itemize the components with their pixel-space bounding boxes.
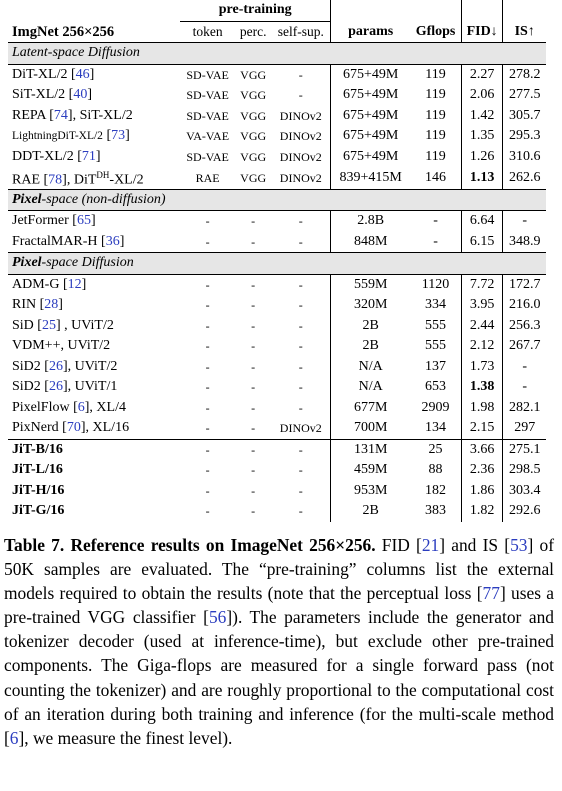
table-row [8, 274, 546, 295]
method-name: JetFormer [12, 213, 69, 229]
fid-cell: 2.06 [461, 85, 503, 106]
method-citation[interactable]: 25 [41, 317, 56, 333]
method-name: REPA [12, 107, 46, 123]
perc-cell: - [251, 504, 256, 519]
gflops-cell: 25 [410, 439, 461, 460]
method-citation[interactable]: 26 [48, 379, 63, 395]
method-cell: DDT-XL/2 [71] [12, 148, 101, 164]
is-cell: 298.5 [503, 460, 546, 481]
fid-cell: 1.86 [461, 481, 503, 502]
perc-cell: - [251, 421, 256, 436]
token-cell: - [180, 439, 235, 460]
token-cell: - [205, 463, 210, 478]
method-suffix: , UViT/2 [60, 317, 114, 333]
is-cell: 277.5 [503, 85, 546, 106]
perc-cell: - [235, 439, 271, 460]
self-sup-cell: - [298, 359, 303, 374]
table-title-cell: ImgNet 256×256 [12, 23, 115, 40]
gflops-cell: 119 [425, 107, 446, 123]
method-superscript: DH [96, 170, 110, 180]
self-sup-cell: - [271, 439, 330, 460]
token-cell: RAE [195, 170, 220, 185]
params-cell: 131M [331, 439, 411, 460]
caption-title: Reference results on ImageNet 256×256. [70, 535, 376, 555]
method-suffix: , XL/4 [89, 399, 126, 415]
fid-cell: 2.36 [461, 460, 503, 481]
method-name: JiT-B/16 [12, 441, 63, 457]
params-cell: 675+49M [331, 126, 411, 147]
method-citation[interactable]: 12 [67, 276, 82, 292]
method-name: LightningDiT-XL/2 [12, 130, 103, 143]
self-sup-cell: - [298, 504, 303, 519]
perc-cell: VGG [240, 108, 267, 123]
caption-text: ] and IS [ [439, 535, 511, 555]
gflops-cell: 119 [425, 87, 446, 103]
caption-text: FID [ [375, 535, 422, 555]
params-cell: 459M [331, 460, 411, 481]
caption-citation[interactable]: 6 [9, 727, 19, 748]
perc-cell: - [251, 483, 256, 498]
caption-citation[interactable]: 21 [421, 535, 440, 555]
method-citation[interactable]: 6 [77, 399, 85, 415]
method-name: JiT-G/16 [12, 503, 65, 519]
caption-citation[interactable]: 56 [208, 607, 227, 628]
params-cell: 700M [331, 418, 411, 439]
method-name: SiT-XL/2 [12, 87, 66, 103]
table-row [8, 377, 546, 398]
table-row [8, 418, 546, 439]
gflops-cell: 334 [425, 297, 447, 313]
method-name: PixelFlow [12, 399, 70, 415]
perc-cell: - [251, 359, 256, 374]
gflops-cell: 182 [425, 482, 447, 498]
is-cell: 282.1 [503, 398, 546, 419]
params-cell: 320M [331, 295, 411, 316]
method-suffix: , UViT/1 [67, 379, 118, 395]
is-column-header: IS↑ [503, 21, 546, 43]
gflops-cell: 137 [425, 358, 447, 374]
table-row [8, 232, 546, 253]
table-row [8, 481, 546, 502]
section-label-bold: Pixel [12, 191, 42, 207]
is-cell: 267.7 [503, 336, 546, 357]
token-cell: SD-VAE [186, 149, 229, 164]
params-cell: 953M [331, 481, 411, 502]
method-cell: REPA [74], SiT-XL/2 [12, 107, 133, 123]
perc-cell: - [251, 298, 256, 313]
method-name: DiT-XL/2 [12, 66, 68, 82]
perc-cell: - [251, 380, 256, 395]
params-cell: 675+49M [331, 64, 411, 85]
fid-cell: 6.15 [461, 232, 503, 253]
method-cell: SiT-XL/2 [40] [12, 87, 92, 103]
params-cell: 677M [331, 398, 411, 419]
token-cell: - [205, 234, 210, 249]
table-row [8, 398, 546, 419]
table-row [8, 147, 546, 168]
self-sup-cell: DINOv2 [279, 421, 322, 436]
token-cell: SD-VAE [180, 64, 235, 85]
is-cell: 216.0 [503, 295, 546, 316]
fid-cell: 2.15 [461, 418, 503, 439]
method-cell: LightningDiT-XL/2 [73] [12, 128, 130, 144]
perc-cell: VGG [240, 129, 267, 144]
self-sup-cell: - [298, 339, 303, 354]
self-sup-cell: - [298, 234, 303, 249]
params-cell: 2.8B [331, 211, 411, 232]
table-row [8, 85, 546, 106]
method-cell: RAE [78], DiT$^{DH}$-XL/2 [12, 170, 144, 188]
params-cell: 839+415M [331, 167, 411, 189]
token-cell: - [205, 380, 210, 395]
gflops-cell: 134 [425, 420, 447, 436]
method-suffix: , SiT-XL/2 [72, 107, 133, 123]
method-cell: FractalMAR-H [36] [12, 233, 125, 249]
method-citation[interactable]: 74 [53, 107, 68, 123]
self-sup-cell: - [298, 463, 303, 478]
method-suffix: -XL/2 [109, 172, 144, 188]
fid-cell: 3.95 [461, 295, 503, 316]
token-cell: - [205, 318, 210, 333]
method-cell: PixNerd [70], XL/16 [12, 420, 130, 436]
method-cell: SiD2 [26], UViT/2 [12, 358, 118, 374]
params-cell: 675+49M [331, 106, 411, 127]
section-label: -space (non-diffusion) [41, 191, 166, 207]
perc-column-header: perc. [239, 23, 267, 39]
gflops-cell: 88 [428, 462, 443, 478]
self-sup-cell: - [298, 88, 303, 103]
gflops-cell: 383 [425, 503, 447, 519]
fid-cell: 7.72 [461, 274, 503, 295]
method-name: DDT-XL/2 [12, 148, 74, 164]
params-cell: 675+49M [331, 85, 411, 106]
gflops-cell: 119 [425, 148, 446, 164]
method-cell: ADM-G [12] [8, 274, 180, 295]
gflops-cell: - [410, 211, 461, 232]
method-name: RIN [12, 297, 37, 313]
method-citation[interactable]: 36 [105, 233, 120, 249]
is-cell: - [503, 357, 546, 378]
caption-text: ] uses a pre-trained VGG classifier [ [4, 583, 555, 628]
method-citation[interactable]: 65 [76, 213, 91, 229]
fid-cell: 1.35 [461, 126, 503, 147]
method-suffix: , XL/16 [85, 420, 130, 436]
is-cell: 292.6 [503, 501, 546, 522]
token-cell: - [180, 211, 235, 232]
token-column-header: token [192, 23, 223, 39]
fid-cell: 2.12 [461, 336, 503, 357]
is-cell: 348.9 [503, 232, 546, 253]
fid-cell: 1.13 [461, 167, 503, 189]
table-row [8, 295, 546, 316]
fid-column-header: FID↓ [461, 21, 503, 43]
token-cell: - [205, 504, 210, 519]
is-cell: - [503, 377, 546, 398]
pre-training-group-header: pre-training [180, 0, 330, 21]
token-cell: - [205, 298, 210, 313]
self-sup-cell: - [298, 318, 303, 333]
self-sup-cell: - [298, 380, 303, 395]
table-row [8, 501, 546, 522]
caption-text: ], we measure the finest level). [18, 727, 233, 748]
fid-cell: 1.82 [461, 501, 503, 522]
self-sup-cell: DINOv2 [279, 108, 322, 123]
fid-cell: 3.66 [461, 439, 503, 460]
self-sup-cell: - [298, 483, 303, 498]
table-row [8, 316, 546, 337]
table-row [8, 167, 546, 189]
is-cell: 275.1 [503, 439, 546, 460]
method-cell [8, 460, 180, 481]
is-cell: 305.7 [503, 106, 546, 127]
section-label-bold: Pixel [12, 255, 42, 271]
method-citation[interactable]: 70 [66, 420, 81, 436]
params-cell: 559M [331, 274, 411, 295]
perc-cell: - [251, 234, 256, 249]
token-cell: - [180, 274, 235, 295]
table-row [8, 106, 546, 127]
table-row [8, 357, 546, 378]
params-cell: 848M [331, 232, 411, 253]
perc-cell: - [251, 463, 256, 478]
perc-cell: VGG [240, 170, 267, 185]
perc-cell: VGG [235, 64, 271, 85]
method-cell [8, 439, 180, 460]
perc-cell: - [251, 339, 256, 354]
method-cell [8, 501, 180, 522]
method-name: VDM++, UViT/2 [12, 338, 111, 354]
method-cell: SiD2 [26], UViT/1 [12, 379, 118, 395]
section-label: Latent-space Diffusion [12, 45, 140, 61]
table-row [8, 460, 546, 481]
method-citation[interactable]: 73 [111, 128, 126, 144]
method-cell: SiD [25] , UViT/2 [12, 317, 114, 333]
caption-label: Table 7. [4, 535, 65, 555]
self-sup-cell: - [271, 211, 330, 232]
section-header-row [8, 253, 546, 275]
method-cell: DiT-XL/2 [46] [8, 64, 180, 85]
method-cell [8, 481, 180, 502]
method-name: JiT-L/16 [12, 462, 63, 478]
method-citation[interactable]: 78 [48, 172, 63, 188]
token-cell: VA-VAE [186, 129, 230, 144]
params-cell: N/A [331, 357, 411, 378]
method-citation[interactable]: 40 [73, 87, 88, 103]
token-cell: SD-VAE [186, 108, 229, 123]
self-sup-column-header: self-sup. [277, 23, 324, 39]
self-sup-cell: - [298, 400, 303, 415]
caption-text: ]). The parameters include the generator and tokenizer decoder (used at inference-time), but exclude other pre-trained components. The Giga-flops are measured for a single forward pass (not counting the tokenizer) and are roughly proportional to the computational cost of an iteration during both training and inference (for the multi-scale method [ [4, 607, 555, 748]
params-cell: 2B [331, 336, 411, 357]
method-name: RAE [12, 172, 40, 188]
is-cell: 256.3 [503, 316, 546, 337]
method-cell: PixelFlow [6], XL/4 [12, 399, 126, 415]
method-cell [8, 336, 180, 357]
caption-text: ] of 50K samples are evaluated. The “pre-training” columns list the external models required to obtain the results (note that the perceptual loss [ [4, 535, 554, 604]
self-sup-cell: DINOv2 [279, 170, 322, 185]
token-cell: - [205, 359, 210, 374]
token-cell: - [205, 400, 210, 415]
gflops-cell: 146 [425, 169, 447, 185]
token-cell: - [205, 421, 210, 436]
gflops-cell: - [433, 233, 438, 249]
method-name: SiD2 [12, 379, 41, 395]
fid-cell: 1.73 [461, 357, 503, 378]
method-name: ADM-G [12, 276, 60, 292]
fid-cell: 2.44 [461, 316, 503, 337]
method-citation[interactable]: 46 [75, 66, 90, 82]
token-cell: SD-VAE [186, 88, 229, 103]
is-cell: 297 [503, 418, 546, 439]
gflops-column-header: Gflops [415, 23, 456, 39]
method-citation[interactable]: 26 [48, 358, 63, 374]
table-row [8, 64, 546, 85]
self-sup-cell: DINOv2 [279, 149, 322, 164]
gflops-cell: 653 [425, 379, 447, 395]
section-header-row [8, 43, 546, 65]
fid-cell: 1.38 [461, 377, 503, 398]
table-group-header-row [8, 0, 546, 21]
gflops-cell: 2909 [421, 399, 450, 415]
gflops-cell: 119 [410, 64, 461, 85]
perc-cell: - [251, 318, 256, 333]
params-cell: 675+49M [331, 147, 411, 168]
method-citation[interactable]: 71 [81, 148, 96, 164]
gflops-cell: 119 [425, 128, 446, 144]
method-cell: RIN [28] [12, 297, 63, 313]
gflops-cell: 555 [425, 338, 447, 354]
section-label: -space Diffusion [41, 255, 134, 271]
table-row [8, 126, 546, 147]
self-sup-cell: DINOv2 [279, 129, 322, 144]
self-sup-cell: - [271, 274, 330, 295]
self-sup-cell: - [271, 64, 330, 85]
perc-cell: VGG [240, 149, 267, 164]
method-cell: JetFormer [65] [8, 211, 180, 232]
token-cell: - [205, 483, 210, 498]
is-cell: 278.2 [503, 64, 546, 85]
is-cell: 310.6 [503, 147, 546, 168]
caption-citation[interactable]: 77 [482, 583, 500, 604]
params-cell: N/A [331, 377, 411, 398]
table-row [8, 336, 546, 357]
method-suffix: , UViT/2 [67, 358, 118, 374]
is-cell: 303.4 [503, 481, 546, 502]
method-name: PixNerd [12, 420, 59, 436]
fid-cell: 1.98 [461, 398, 503, 419]
fid-cell: 1.26 [461, 147, 503, 168]
method-citation[interactable]: 28 [44, 297, 59, 313]
table-caption [4, 533, 554, 750]
fid-cell: 2.27 [461, 64, 503, 85]
fid-cell: 1.42 [461, 106, 503, 127]
is-cell: - [503, 211, 546, 232]
table-row [8, 439, 546, 460]
caption-citation[interactable]: 53 [510, 535, 528, 555]
gflops-cell: 1120 [410, 274, 461, 295]
method-name: FractalMAR-H [12, 233, 98, 249]
table-row [8, 211, 546, 232]
token-cell: - [205, 339, 210, 354]
is-cell: 172.7 [503, 274, 546, 295]
method-suffix: , DiT [66, 172, 97, 188]
method-name: SiD [12, 317, 34, 333]
is-cell: 262.6 [503, 167, 546, 189]
perc-cell: - [251, 400, 256, 415]
table-header-row [8, 21, 546, 43]
reference-results-table [8, 0, 546, 522]
perc-cell: - [235, 274, 271, 295]
params-cell: 2B [331, 501, 411, 522]
fid-cell: 6.64 [461, 211, 503, 232]
self-sup-cell: - [298, 298, 303, 313]
method-name: SiD2 [12, 358, 41, 374]
params-column-header: params [331, 21, 411, 43]
is-cell: 295.3 [503, 126, 546, 147]
section-header-row [8, 189, 546, 211]
perc-cell: - [235, 211, 271, 232]
method-name: JiT-H/16 [12, 482, 65, 498]
perc-cell: VGG [240, 88, 267, 103]
gflops-cell: 555 [425, 317, 447, 333]
params-cell: 2B [331, 316, 411, 337]
